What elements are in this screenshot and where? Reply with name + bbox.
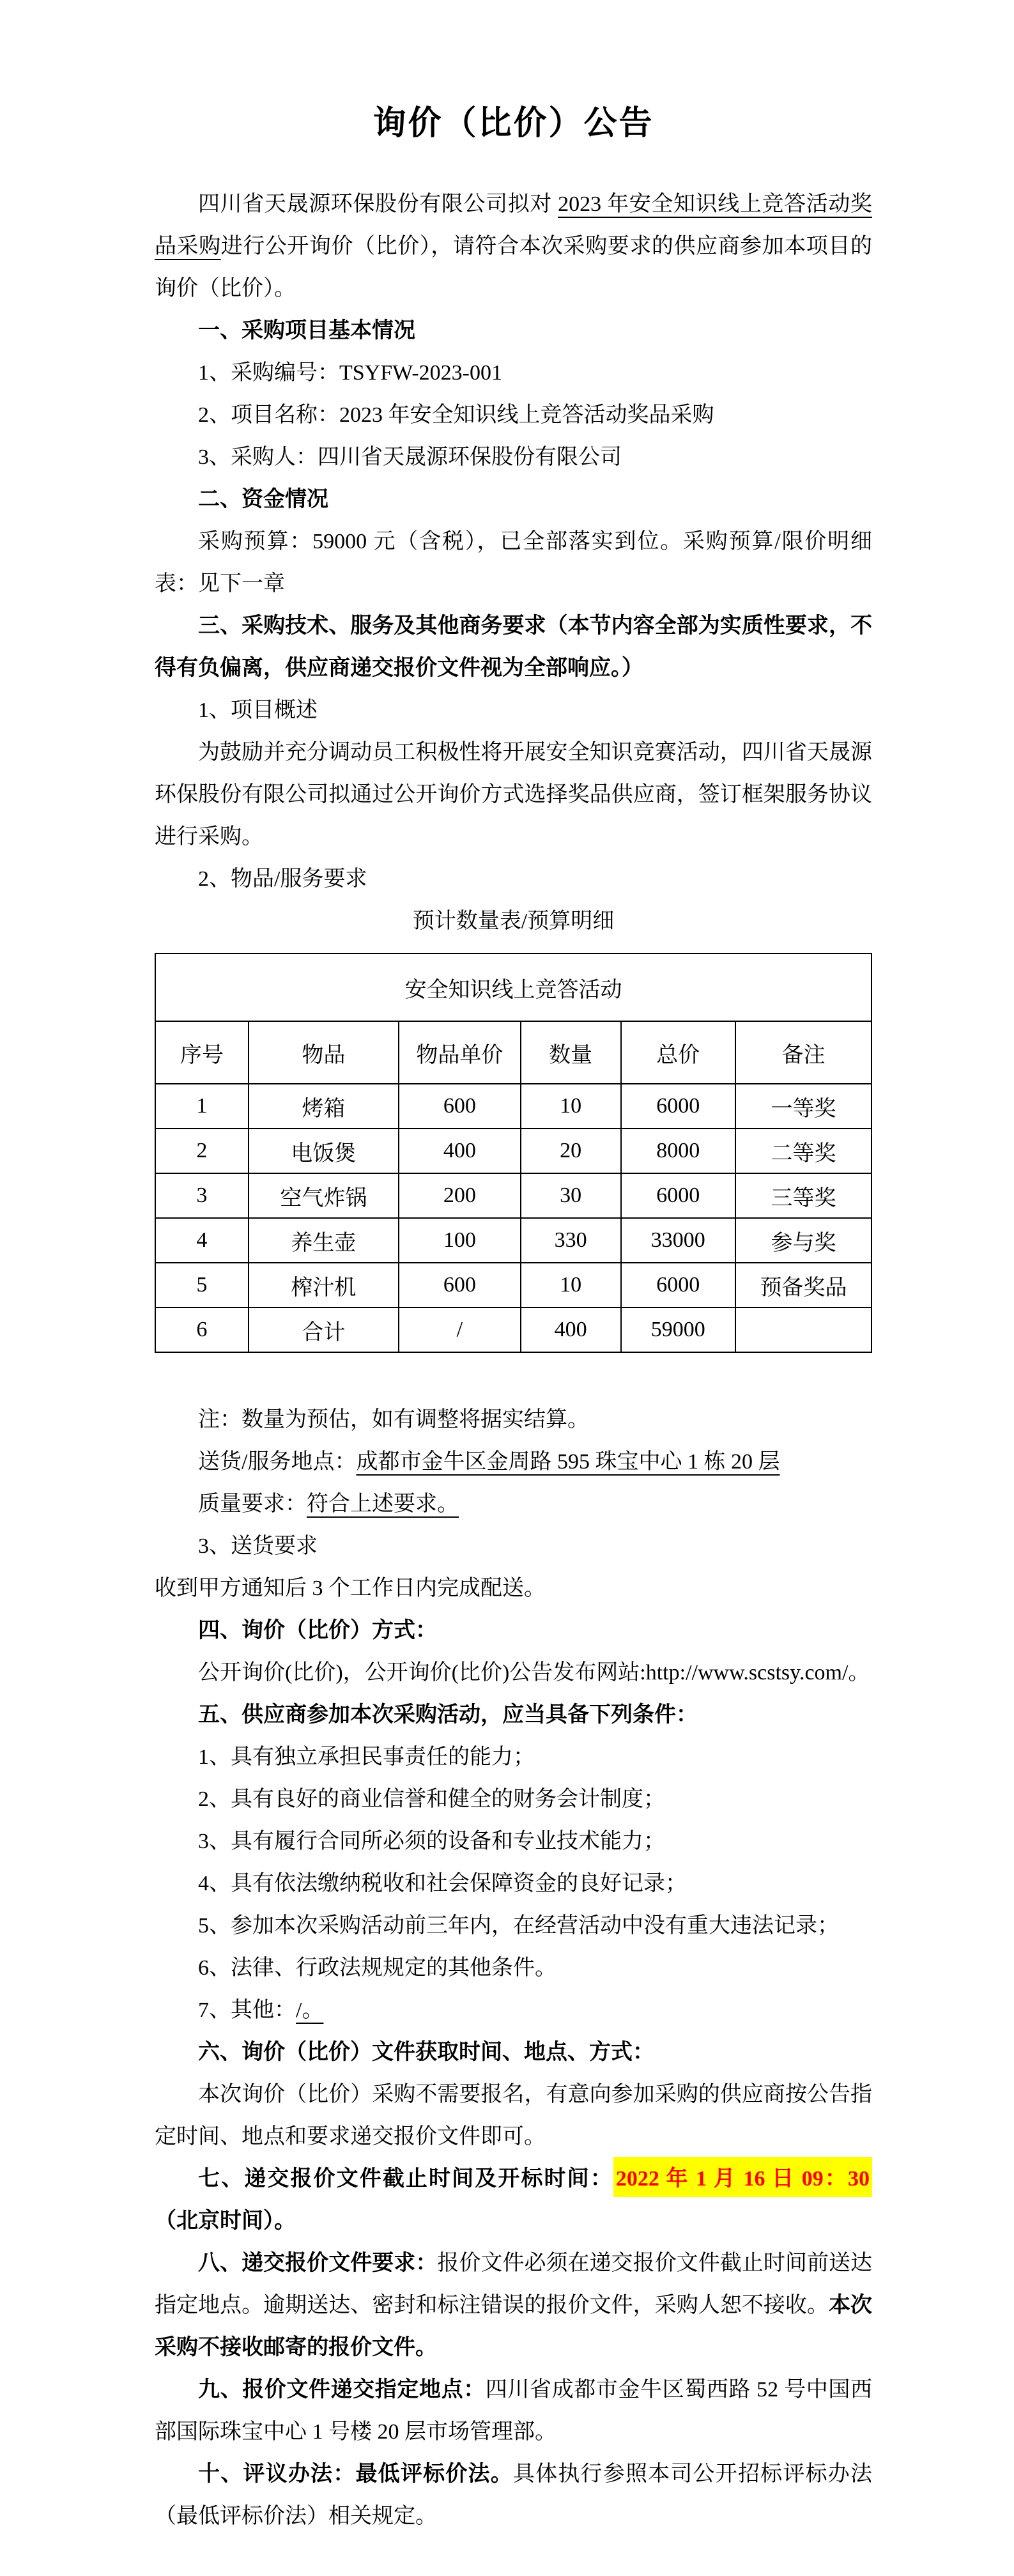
submission-location-paragraph <box>155 2369 872 2453</box>
table-cell: 榨汁机 <box>249 1263 399 1307</box>
intro-underlined-project-name: 2023 年安全知识线上竞答活动奖品采购 <box>155 192 873 258</box>
table-cell: 一等奖 <box>735 1084 872 1129</box>
table-cell: 合计 <box>249 1307 399 1352</box>
table-cell: 10 <box>521 1084 621 1129</box>
delivery-location-value: 成都市金牛区金周路 595 珠宝中心 1 栋 20 层 <box>356 1450 780 1474</box>
table-cell: 1 <box>155 1084 249 1129</box>
supplier-condition-item: 4、具有依法缴纳税收和社会保障资金的良好记录； <box>198 1872 687 1895</box>
intro-post: 进行公开询价（比价），请符合本次采购要求的供应商参加本项目的询价（比价）。 <box>155 235 872 300</box>
no-mail-bold-note: 本次采购不接收邮寄的报价文件。 <box>155 2294 872 2359</box>
quality-requirement-label: 质量要求： <box>198 1492 307 1516</box>
submission-requirement-body: 报价文件必须在递交报价文件截止时间前送达指定地点。逾期送达、密封和标注错误的报价文件，采购人恕不接收。 <box>155 2251 873 2317</box>
table-cell: 59000 <box>621 1307 735 1352</box>
submission-location-lead: 九、报价文件递交指定地点： <box>198 2378 486 2402</box>
goods-requirements-subheading: 2、物品/服务要求 <box>198 867 367 891</box>
section6-heading: 六、询价（比价）文件获取时间、地点、方式： <box>198 2040 654 2064</box>
table-cell: 空气炸锅 <box>249 1173 399 1218</box>
table-cell: 三等奖 <box>735 1173 872 1218</box>
delivery-time-paragraph: 收到甲方通知后 3 个工作日内完成配送。 <box>155 1577 546 1600</box>
table-cell: / <box>399 1307 521 1352</box>
evaluation-method-lead: 十、评议办法： <box>198 2462 356 2486</box>
table-cell: 30 <box>521 1173 621 1218</box>
table-cell: 400 <box>521 1307 621 1352</box>
submission-requirement-paragraph <box>155 2242 872 2369</box>
supplier-condition-item-other <box>155 1989 872 2032</box>
deadline-tail: （北京时间）。 <box>155 2209 296 2233</box>
project-overview-subheading: 1、项目概述 <box>198 698 318 722</box>
evaluation-method-paragraph <box>155 2453 872 2538</box>
supplier-condition-item: 6、法律、行政法规规定的其他条件。 <box>198 1956 557 1980</box>
table-cell: 烤箱 <box>249 1084 399 1129</box>
delivery-location-label: 送货/服务地点： <box>198 1450 357 1474</box>
page-title: 询价（比价）公告 <box>373 105 654 142</box>
table-cell: 3 <box>155 1173 249 1218</box>
table-cell: 6000 <box>621 1263 735 1307</box>
table-cell: 8000 <box>621 1129 735 1173</box>
table-cell: 330 <box>521 1218 621 1263</box>
submission-location-body: 四川省成都市金牛区蜀西路 52 号中国西部国际珠宝中心 1 号楼 20 层市场管理部。 <box>155 2378 873 2444</box>
table-row <box>155 1173 872 1218</box>
table-cell: 6 <box>155 1307 249 1352</box>
intro-pre: 四川省天晟源环保股份有限公司拟对 <box>198 192 558 216</box>
supplier-condition-item: 3、具有履行合同所必须的设备和专业技术能力； <box>198 1830 665 1853</box>
table-cell: 200 <box>399 1173 521 1218</box>
table-row <box>155 1218 872 1263</box>
table-cell: 400 <box>399 1129 521 1173</box>
table-header-cell: 物品单价 <box>399 1021 521 1084</box>
submission-requirement-lead: 八、递交报价文件要求： <box>198 2251 438 2275</box>
table-header-cell: 备注 <box>735 1021 872 1084</box>
table-row <box>155 1084 872 1129</box>
other-condition-label: 7、其他： <box>198 1998 296 2022</box>
table-caption: 预计数量表/预算明细 <box>412 909 615 933</box>
table-header-cell: 数量 <box>521 1021 621 1084</box>
delivery-requirement-subheading: 3、送货要求 <box>198 1534 318 1558</box>
table-cell: 电饭煲 <box>249 1129 399 1173</box>
table-row <box>155 1307 872 1352</box>
table-cell: 4 <box>155 1218 249 1263</box>
deadline-paragraph <box>155 2158 872 2242</box>
purchaser-item: 3、采购人：四川省天晟源环保股份有限公司 <box>198 445 622 469</box>
supplier-condition-item: 5、参加本次采购活动前三年内，在经营活动中没有重大违法记录； <box>198 1914 839 1938</box>
table-header-cell: 物品 <box>249 1021 399 1084</box>
table-row <box>155 1129 872 1173</box>
table-cell: 参与奖 <box>735 1218 872 1263</box>
evaluation-method-body: 具体执行参照本司公开招标评标办法（最低评标价法）相关规定。 <box>155 2462 873 2528</box>
table-cell: 100 <box>399 1218 521 1263</box>
table-title-row <box>155 953 872 1021</box>
table-cell: 600 <box>399 1084 521 1129</box>
supplier-condition-item: 1、具有独立承担民事责任的能力； <box>198 1745 535 1769</box>
table-cell: 2 <box>155 1129 249 1173</box>
quality-requirement-value: 符合上述要求。 <box>307 1492 459 1516</box>
evaluation-method-name: 最低评标价法。 <box>355 2462 513 2486</box>
inquiry-method-paragraph: 公开询价(比价)，公开询价(比价)公告发布网站:http://www.scstsy.com/。 <box>198 1661 870 1685</box>
table-row <box>155 1263 872 1307</box>
other-condition-value: /。 <box>296 1998 324 2022</box>
table-cell: 预备奖品 <box>735 1263 872 1307</box>
table-cell: 5 <box>155 1263 249 1307</box>
section4-heading: 四、询价（比价）方式： <box>198 1619 437 1642</box>
budget-paragraph: 采购预算：59000 元（含税），已全部落实到位。采购预算/限价明细表：见下一章 <box>155 530 872 596</box>
section5-heading: 五、供应商参加本次采购活动，应当具备下列条件： <box>198 1703 698 1727</box>
budget-table <box>155 953 872 1353</box>
table-header-row <box>155 1021 872 1084</box>
table-cell: 养生壶 <box>249 1218 399 1263</box>
project-overview-paragraph: 为鼓励并充分调动员工积极性将开展安全知识竞赛活动，四川省天晟源环保股份有限公司拟通过公开询价方式选择奖品供应商，签订框架服务协议进行采购。 <box>155 741 872 849</box>
section2-heading: 二、资金情况 <box>198 488 328 511</box>
quality-requirement-line <box>155 1483 872 1525</box>
section3-heading: 三、采购技术、服务及其他商务要求（本节内容全部为实质性要求，不得有负偏离，供应商递交报价文件视为全部响应。） <box>155 614 872 680</box>
purchase-number-item: 1、采购编号：TSYFW-2023-001 <box>198 361 502 385</box>
deadline-lead: 七、递交报价文件截止时间及开标时间： <box>198 2167 613 2191</box>
deadline-highlight: 2022 年 1 月 16 日 09：30 <box>613 2157 872 2197</box>
intro-paragraph <box>155 183 872 310</box>
quantity-note: 注：数量为预估，如有调整将据实结算。 <box>198 1408 589 1431</box>
delivery-location-line <box>155 1441 872 1483</box>
table-header-cell: 总价 <box>621 1021 735 1084</box>
section1-heading: 一、采购项目基本情况 <box>198 319 415 343</box>
table-header-cell: 序号 <box>155 1021 249 1084</box>
table-cell: 33000 <box>621 1218 735 1263</box>
table-cell <box>735 1307 872 1352</box>
table-title-cell: 安全知识线上竞答活动 <box>155 953 872 1021</box>
table-cell: 10 <box>521 1263 621 1307</box>
project-name-item: 2、项目名称：2023 年安全知识线上竞答活动奖品采购 <box>198 403 714 427</box>
table-cell: 20 <box>521 1129 621 1173</box>
table-cell: 6000 <box>621 1084 735 1129</box>
supplier-condition-item: 2、具有良好的商业信誉和健全的财务会计制度； <box>198 1787 665 1811</box>
table-cell: 6000 <box>621 1173 735 1218</box>
table-cell: 二等奖 <box>735 1129 872 1173</box>
document-acquisition-paragraph: 本次询价（比价）采购不需要报名，有意向参加采购的供应商按公告指定时间、地点和要求递交报价文件即可。 <box>155 2083 872 2148</box>
table-cell: 600 <box>399 1263 521 1307</box>
